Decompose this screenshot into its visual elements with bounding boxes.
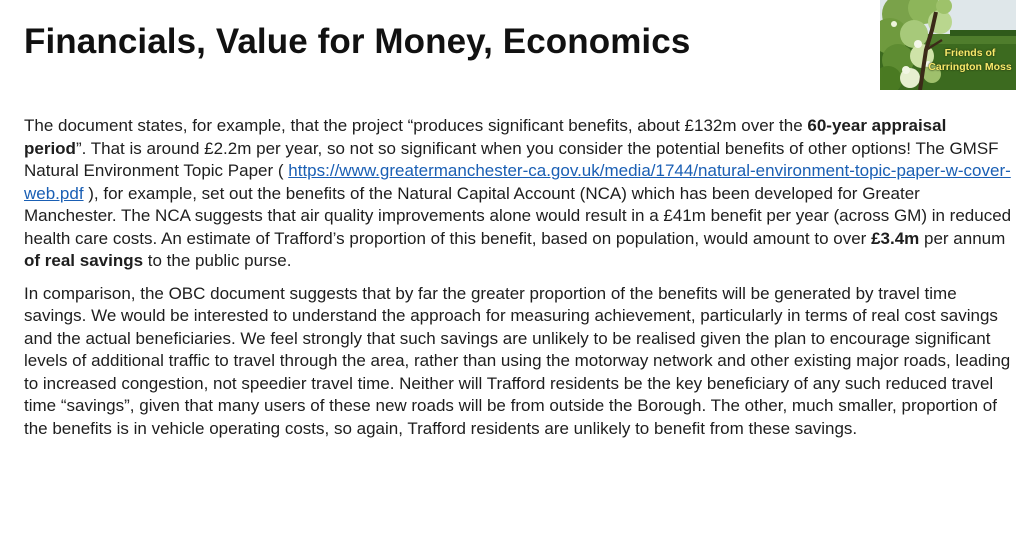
p1-bold-appraisal-period: 60-year appraisal period <box>24 116 947 158</box>
slide-title: Financials, Value for Money, Economics <box>24 22 691 61</box>
p1-text-3: ), for example, set out the benefits of the Natural Capital Account (NCA) which has been developed for Greater Manchester. The NCA suggests that air quality improvements alone would result in a £41m benefit per year (across GM) in reduced health care costs. An estimate of Trafford’s proportion of this benefit, based on population, would amount to over <box>24 183 1012 248</box>
p1-text-2: ”. That is around £2.2m per year, so not so significant when you consider the potential benefits of other options! The GMSF Natural Environment Topic Paper ( <box>24 138 999 180</box>
p1-text-4: per annum <box>919 228 1006 248</box>
slide-body <box>24 115 1012 440</box>
p1-text-1: The document states, for example, that the project “produces significant benefits, about £132m over the <box>24 116 808 135</box>
logo-caption <box>928 46 1012 74</box>
friends-of-carrington-moss-logo <box>880 0 1016 90</box>
logo-line-2: Carrington Moss <box>928 61 1012 73</box>
natural-environment-topic-paper-link[interactable]: https://www.greatermanchester-ca.gov.uk/media/1744/natural-environment-topic-paper-w-cover-web.pdf <box>24 161 1011 203</box>
paragraph-2: In comparison, the OBC document suggests that by far the greater proportion of the benefits will be generated by travel time savings. We would be interested to understand the approach for measuring achievement, particularly in terms of real cost savings and the actual beneficiaries. We feel strongly that such savings are unlikely to be realised given the plan to encourage significant levels of additional traffic to travel through the area, rather than using the motorway network and other existing major roads, leading to increased congestion, not speedier travel time. Neither will Trafford residents be the key beneficiary of any such reduced travel time “savings”, given that many users of these new roads will be from outside the Borough. The other, much smaller, proportion of the benefits is in vehicle operating costs, so again, Trafford residents are unlikely to benefit from these savings. <box>24 283 1011 438</box>
p1-text-5: to the public purse. <box>143 251 292 270</box>
p1-bold-real-savings: of real savings <box>24 251 144 270</box>
logo-line-1: Friends of <box>944 47 996 59</box>
tree-photo-icon <box>880 0 1016 90</box>
paragraph-1 <box>24 115 1012 273</box>
p1-bold-amount: £3.4m <box>871 228 920 248</box>
